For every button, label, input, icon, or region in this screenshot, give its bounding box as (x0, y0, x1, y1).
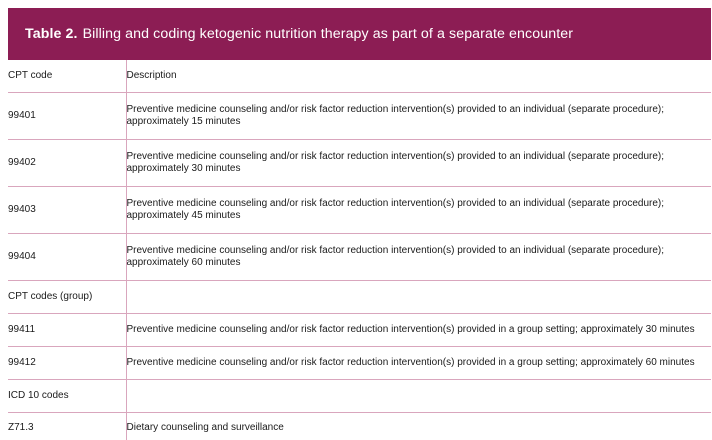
cpt-code-cell: 99411 (8, 314, 126, 347)
description-cell: Preventive medicine counseling and/or risk factor reduction intervention(s) provided to an individual (separate procedure); approximately 30 minutes (126, 140, 711, 187)
description-cell: Preventive medicine counseling and/or risk factor reduction intervention(s) provided to an individual (separate procedure); approximately 15 minutes (126, 93, 711, 140)
table-row (8, 314, 711, 347)
description-cell: Preventive medicine counseling and/or risk factor reduction intervention(s) provided in a group setting; approximately 60 minutes (126, 347, 711, 380)
column-header-description: Description (126, 60, 711, 93)
group-section-row (8, 281, 711, 314)
table-row (8, 347, 711, 380)
icd-section-header: ICD 10 codes (8, 380, 126, 413)
table-row (8, 93, 711, 140)
table-row (8, 187, 711, 234)
header-row (8, 60, 711, 93)
icd-code-cell: Z71.3 (8, 413, 126, 440)
cpt-code-cell: 99402 (8, 140, 126, 187)
table-row (8, 140, 711, 187)
description-cell: Preventive medicine counseling and/or risk factor reduction intervention(s) provided to an individual (separate procedure); approximately 45 minutes (126, 187, 711, 234)
description-cell: Dietary counseling and surveillance (126, 421, 284, 433)
empty-cell (126, 380, 711, 413)
group-section-header: CPT codes (group) (8, 281, 126, 314)
icd-section-row (8, 380, 711, 413)
cpt-code-cell: 99401 (8, 93, 126, 140)
column-header-cpt-code: CPT code (8, 60, 126, 93)
cpt-code-cell: 99403 (8, 187, 126, 234)
table-title-lead: Table 2. (25, 26, 78, 42)
table-row (8, 413, 711, 440)
cpt-code-cell: 99404 (8, 234, 126, 281)
cpt-code-cell: 99412 (8, 347, 126, 380)
description-cell: Preventive medicine counseling and/or risk factor reduction intervention(s) provided to an individual (separate procedure); approximately 60 minutes (126, 234, 711, 281)
table-title-text: Billing and coding ketogenic nutrition therapy as part of a separate encounter (82, 26, 574, 42)
table-row (8, 234, 711, 281)
empty-cell (126, 281, 711, 314)
billing-codes-table (8, 60, 711, 440)
table-title-bar (8, 8, 711, 60)
description-cell: Preventive medicine counseling and/or risk factor reduction intervention(s) provided in a group setting; approximately 30 minutes (126, 314, 711, 347)
